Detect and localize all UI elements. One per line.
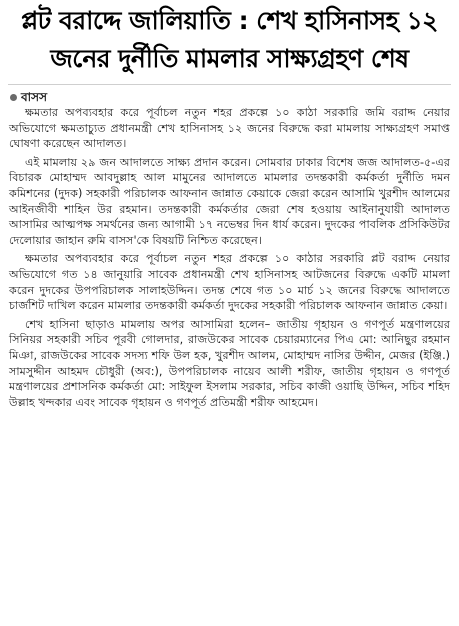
article-paragraph-1: ক্ষমতার অপব্যবহার করে পূর্বাচল নতুন শহর প্রকল্পে ১০ কাঠা সরকারি জমি বরাদ্দ নেয়ার অভিযোগে ক্ষমতাচ্যুত প্রধানমন্ত্রী শেখ হাসিনাসহ ১২ জনের বিরুদ্ধে করা মামলায় সাক্ষ্যগ্রহণ সমাপ্ত ঘোষণা করেছেন আদালত।	[9, 106, 450, 151]
article-paragraph-2: এই মামলায় ২৯ জন আদালতে সাক্ষ্য প্রদান করেন। সোমবার ঢাকার বিশেষ জজ আদালত-৫-এর বিচারক মোহাম্মদ আবদুল্লাহ আল মামুনের আদালতে মামলার তদন্তকারী কর্মকর্তা দুর্নীতি দমন কমিশনের (দুদক) সহকারী পরিচালক আফনান জান্নাত কেয়াকে জেরা করেন আসামি খুরশীদ আলমের আইনজীবী শাহিন উর রহমান। তদন্তকারী কর্মকর্তার জেরা শেষ হওয়ায় আইনানুযায়ী আদালত আসামির আত্মপক্ষ সমর্থনের জন্য আগামী ১৭ নভেম্বর দিন ধার্য করেন। দুদকের পাবলিক প্রসিকিউটর দেলোয়ার জাহান রুমি বাসস'কে বিষয়টি নিশ্চিত করেছেন।	[9, 155, 450, 247]
byline-source: বাসস	[21, 90, 48, 104]
article-paragraph-4: শেখ হাসিনা ছাড়াও মামলায় অপর আসামিরা হলেন– জাতীয় গৃহায়ন ও গণপূর্ত মন্ত্রণালয়ের সিনিয়র সহকারী সচিব পূরবী গোলদার, রাজউকের সাবেক চেয়ারম্যানের পিএ মো: আনিছুর রহমান মিঞা, রাজউকের সাবেক সদস্য শফি উল হক, খুরশীদ আলম, মোহাম্মদ নাসির উদ্দীন, মেজর (ইঞ্জি.) সামসুদ্দীন আহমদ চৌধুরী (অব:), উপপরিচালক নায়েব আলী শরীফ, জাতীয় গৃহায়ন ও গণপূর্ত মন্ত্রণালয়ের প্রশাসনিক কর্মকর্তা মো: সাইফুল ইসলাম সরকার, সচিব কাজী ওয়াছি উদ্দিন, সচিব শহিদ উল্লাহ খন্দকার এবং সাবেক গৃহায়ন ও গণপূর্ত প্রতিমন্ত্রী শরীফ আহমেদ।	[9, 317, 450, 409]
byline	[10, 89, 449, 105]
headline	[0, 0, 459, 78]
article-body	[0, 105, 459, 410]
headline-line-2: জনের দুর্নীতি মামলার সাক্ষ্যগ্রহণ শেষ	[50, 44, 409, 73]
divider	[8, 84, 451, 85]
article-paragraph-3: ক্ষমতার অপব্যবহার করে পূর্বাচল নতুন শহর প্রকল্পে ১০ কাঠার সরকারি প্লট বরাদ্দ নেয়ার অভিযোগে গত ১৪ জানুয়ারি সাবেক প্রধানমন্ত্রী শেখ হাসিনাসহ আটজনের বিরুদ্ধে একটি মামলা করেন দুদকের উপপরিচালক সালাহউদ্দিন। তদন্ত শেষে গত ১০ মার্চ ১২ জনের বিরুদ্ধে আদালতে চার্জশিট দাখিল করেন মামলার তদন্তকারী কর্মকর্তা দুদকের সহকারী পরিচালক আফনান জান্নাত কেয়া।	[9, 252, 450, 313]
headline-line-1: প্লট বরাদ্দে জালিয়াতি : শেখ হাসিনাসহ ১২	[21, 6, 438, 35]
bullet-icon	[10, 94, 17, 101]
